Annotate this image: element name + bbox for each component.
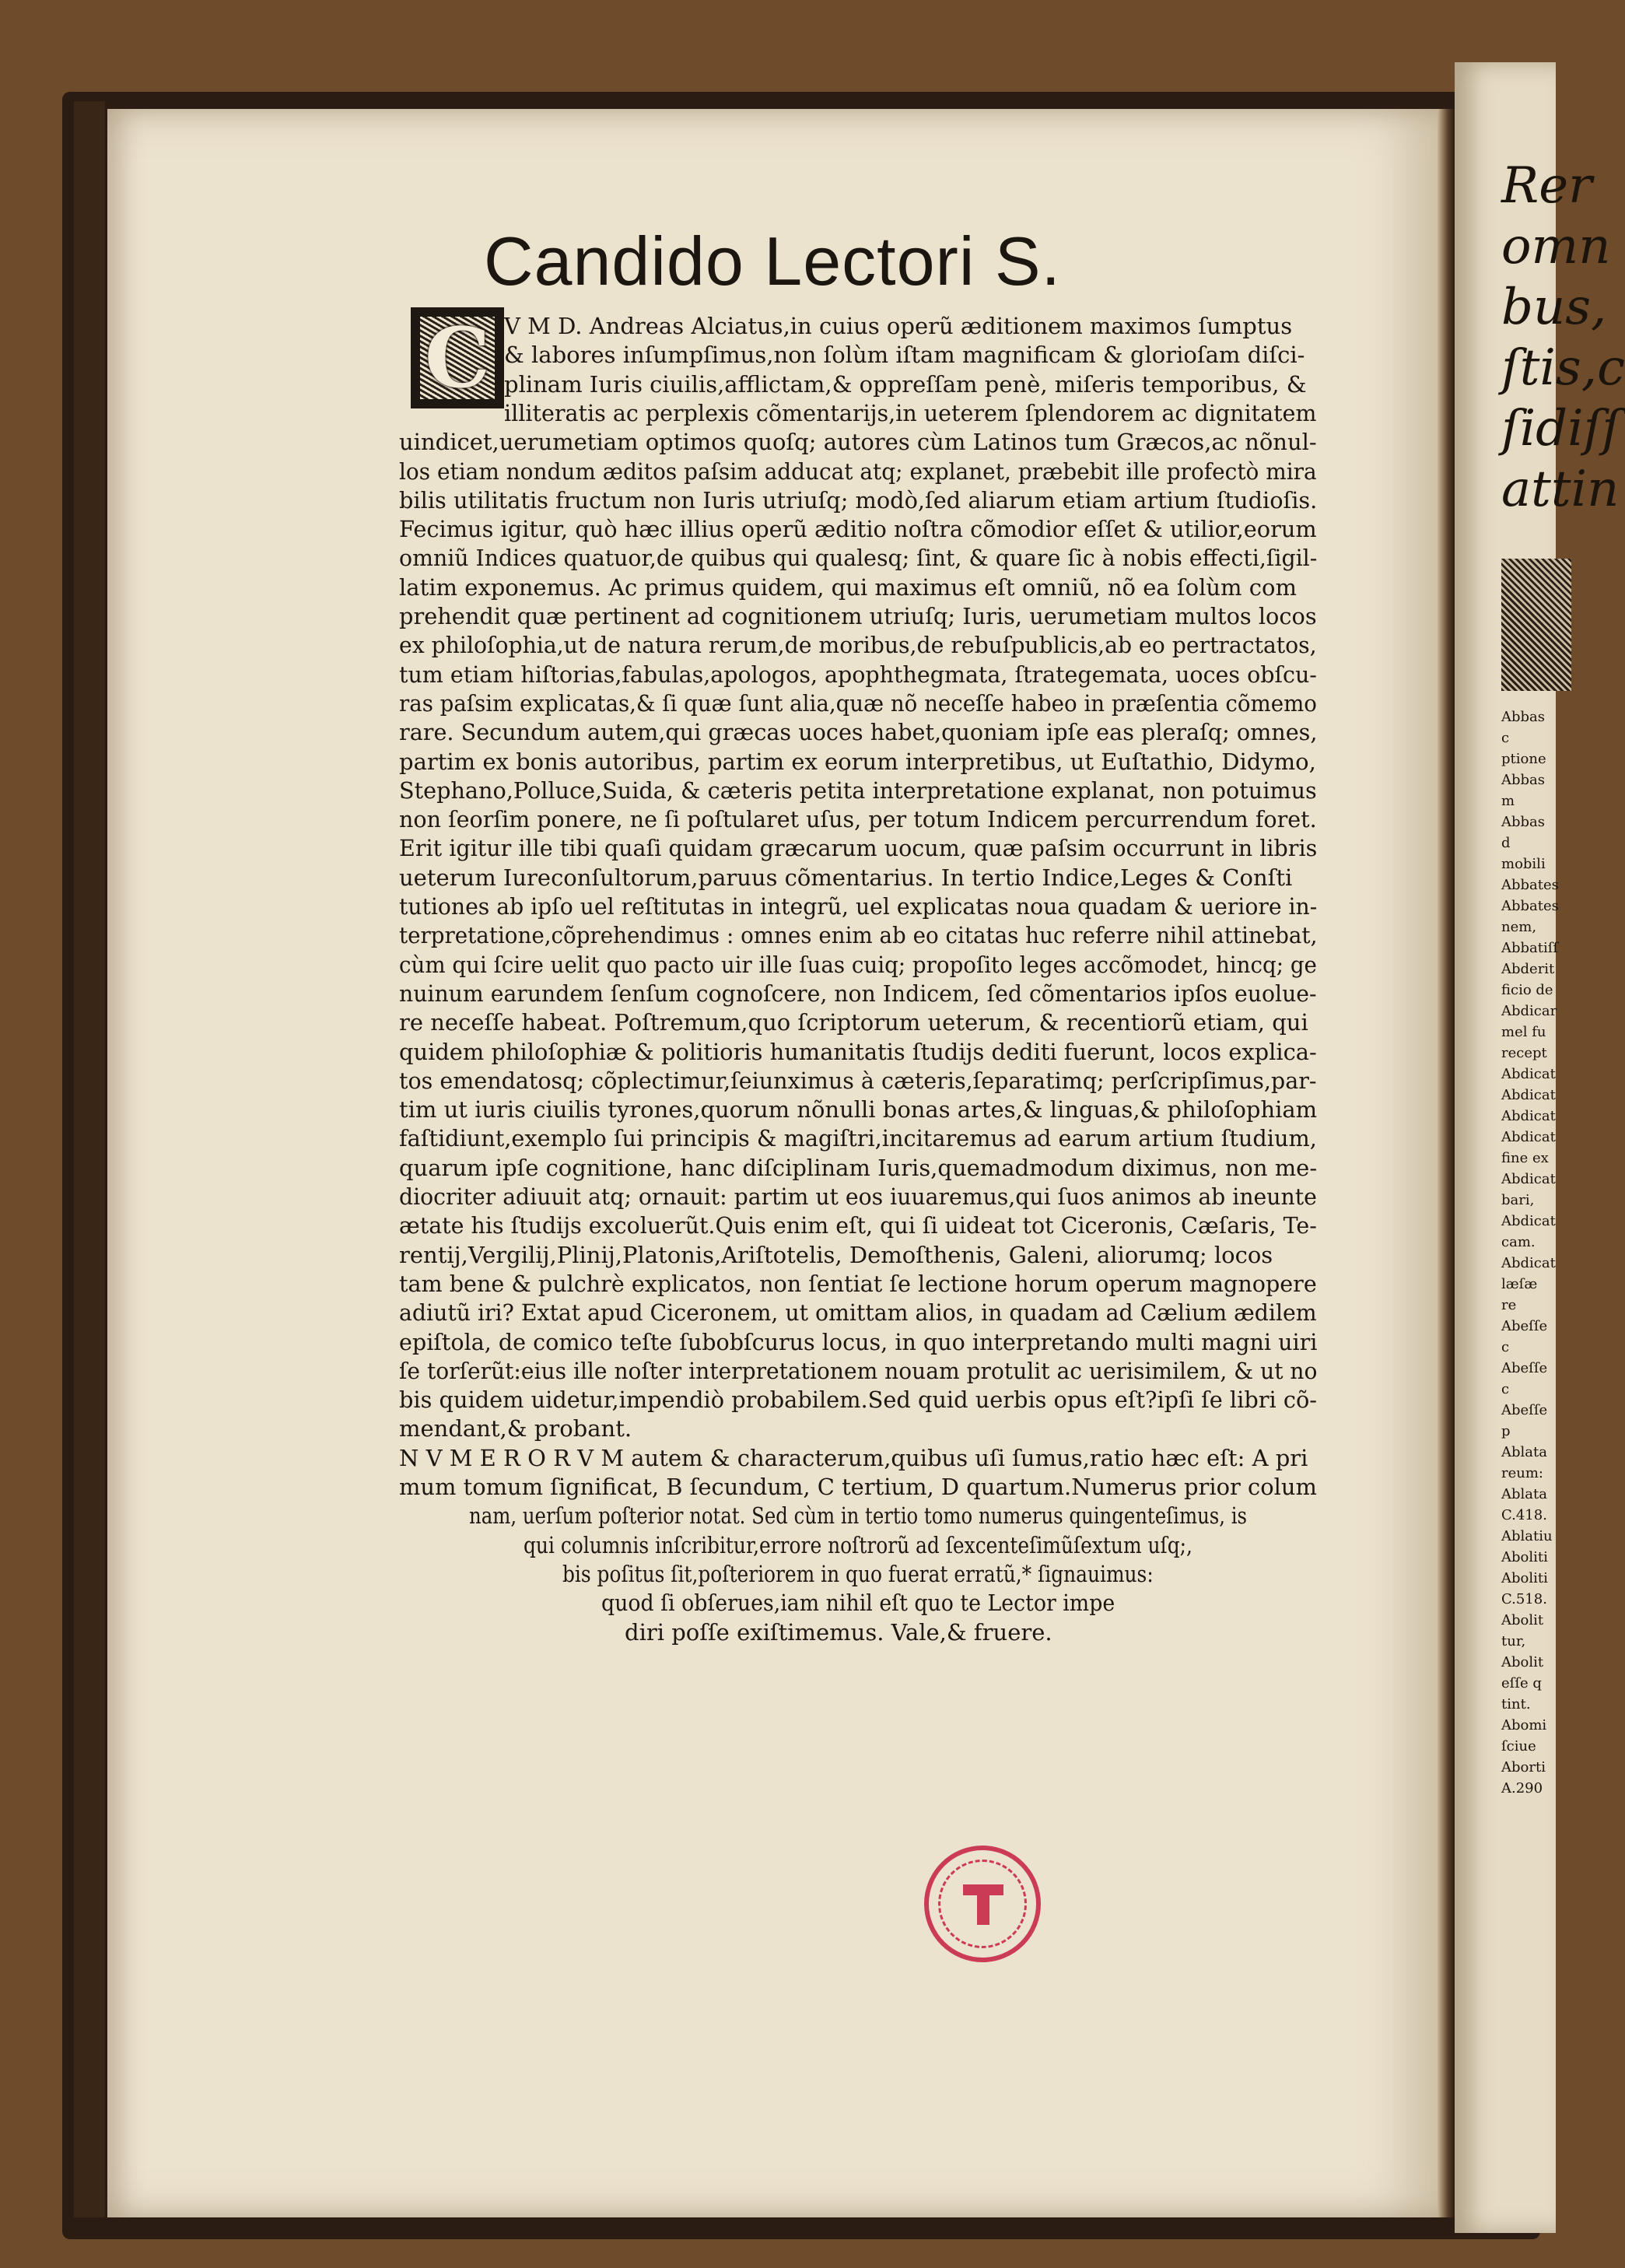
facing-entry: bari,: [1501, 1192, 1535, 1208]
facing-entry: Ablata: [1501, 1486, 1547, 1502]
facing-entry: mel fu: [1501, 1024, 1546, 1040]
facing-entry: Abbatiſſ: [1501, 940, 1559, 956]
facing-entry: Abdicat: [1501, 1171, 1556, 1187]
text-line: tam bene & pulchrè explicatos, non ſentiat ſe lectione horum operum magnopere: [399, 1270, 1317, 1297]
facing-index-entries: [1501, 706, 1559, 1799]
text-line: diri poſſe exiſtimemus. Vale,& fruere.: [625, 1618, 1052, 1646]
book-gutter: [1438, 109, 1455, 2217]
facing-header-line: ſidiſſ: [1501, 400, 1620, 457]
facing-entry: Aboliti: [1501, 1570, 1548, 1586]
text-line: quarum ipſe cognitione, hanc diſciplinam Iuris,quemadmodum diximus, non me-: [399, 1154, 1318, 1181]
facing-entry: Abbas m: [1501, 772, 1546, 809]
facing-entry: A.290: [1501, 1780, 1543, 1797]
facing-header-line: bus,: [1501, 279, 1607, 336]
facing-entry: cam.: [1501, 1234, 1536, 1250]
text-line: qui columnis inſcribitur,errore noſtrorũ ad ſexcenteſimũſextum uſq;,: [524, 1531, 1192, 1558]
facing-entry: ſciue: [1501, 1738, 1536, 1754]
facing-entry: Abeſſe c: [1501, 1360, 1548, 1397]
text-line: tim ut iuris ciuilis tyrones,quorum nõnulli bonas artes,& linguas,& philoſophiam: [399, 1096, 1318, 1123]
text-line: latim exponemus. Ac primus quidem, qui maximus eſt omniũ, nõ ea ſolùm com: [399, 573, 1297, 601]
text-line: tos emendatosq; cõplectimur,ſeiunximus à cæteris,ſeparatimq; perſcripſimus,par-: [399, 1067, 1317, 1094]
text-line: non ſeorſim ponere, ne ſi poſtularet uſus, per totum Indicem percurrendum foret.: [399, 806, 1317, 833]
facing-entry: Abdicat: [1501, 1255, 1556, 1271]
text-line: ſe torſerũt:eius ille noſter interpretationem nouam protulit ac uerisimilem, & ut no: [399, 1357, 1318, 1384]
facing-entry: Abdicat: [1501, 1129, 1556, 1145]
facing-entry: Aborti: [1501, 1759, 1546, 1775]
facing-entry: fine ex: [1501, 1150, 1549, 1166]
facing-entry: C.518.: [1501, 1591, 1547, 1607]
text-line: ueterum Iureconſultorum,paruus cõmentarius. In tertio Indice,Leges & Conſti: [399, 864, 1293, 891]
text-line: re neceſſe habeat. Poſtremum,quo ſcriptorum ueterum, & recentiorũ etiam, qui: [399, 1009, 1308, 1036]
text-line: ras paſsim explicatas,& ſi quæ ſunt alia,quæ nõ neceſſe habeo in præſentia cõmemo: [399, 689, 1317, 717]
facing-entry: C.418.: [1501, 1507, 1547, 1523]
text-line: uindicet,uerumetiam optimos quoſq; autores cùm Latinos tum Græcos,ac nõnul-: [399, 429, 1317, 456]
text-line: omniũ Indices quatuor,de quibus qui qualesq; ſint, & quare ſic à nobis effecti,ſigil-: [399, 545, 1318, 572]
text-line: & labores inſumpſimus,non ſolùm iſtam magnificam & glorioſam diſci-: [504, 342, 1305, 369]
facing-page: [1455, 62, 1625, 2233]
initial-letter: C: [424, 309, 491, 406]
facing-entry: Abderit: [1501, 961, 1555, 977]
facing-entry: Abdicat: [1501, 1066, 1556, 1082]
text-line: Stephano,Polluce,Suida, & cæteris petita interpretatione explanat, non potuimus: [399, 776, 1317, 804]
facing-entry: Abdicat: [1501, 1108, 1556, 1124]
text-line: ætate his ſtudijs excoluerũt.Quis enim eſt, qui ſi uideat tot Ciceronis, Cæſaris, Te-: [399, 1212, 1317, 1239]
facing-entry: Abbates: [1501, 877, 1559, 893]
text-line: plinam Iuris ciuilis,afflictam,& oppreſſam penè, miſeris temporibus, &: [504, 370, 1307, 398]
text-line: V M D. Andreas Alciatus,in cuius operũ æditionem maximos ſumptus: [504, 313, 1293, 339]
facing-entry: reum:: [1501, 1465, 1543, 1481]
text-line: tutiones ab ipſo uel reſtitutas in integrũ, uel explicatas noua quadam & ueriore in-: [399, 893, 1318, 920]
facing-header-line: attin: [1501, 461, 1620, 518]
text-line: mum tomum ſignificat, B ſecundum, C tertium, D quartum.Numerus prior colum: [399, 1474, 1317, 1500]
facing-entry: ptione: [1501, 751, 1546, 767]
text-line: Erit igitur ille tibi quaſi quidam græcarum uocum, quæ paſsim occurrunt in libris: [399, 835, 1318, 862]
text-line: cùm qui ſcire uelit quo pacto uir ille ſuas cuiq; propoſito leges accõmodet, hincq; ge: [399, 951, 1317, 978]
facing-entry: Ablatiu: [1501, 1528, 1553, 1544]
facing-entry: Abeſſe p: [1501, 1402, 1548, 1439]
facing-entry: Abomi: [1501, 1717, 1547, 1733]
facing-entry: tur,: [1501, 1633, 1526, 1649]
text-line: quidem philoſophiæ & politioris humanitatis ſtudijs dediti fuerunt, locos explica-: [399, 1038, 1317, 1065]
text-line: los etiam nondum æditos paſsim adducat atq; explanet, præbebit ille profectò mira: [399, 457, 1317, 485]
text-line: adiutũ iri? Extat apud Ciceronem, ut omittam alios, in quadam ad Cælium ædilem: [399, 1299, 1317, 1327]
cover-edge: [74, 101, 105, 2217]
facing-header-line: omn: [1501, 218, 1611, 275]
facing-entry: Abbas c: [1501, 709, 1546, 746]
text-line: N V M E R O R V M autem & characterum,quibus uſi ſumus,ratio hæc eſt: A pri: [399, 1444, 1308, 1471]
facing-entry: Abbates: [1501, 898, 1559, 914]
library-stamp-icon: [924, 1846, 1041, 1962]
facing-entry: mobili: [1501, 856, 1546, 872]
facing-entry: læſæ re: [1501, 1276, 1538, 1313]
text-line: diocriter adiuuit atq; ornauit: partim ut eos iuuaremus,qui ſuos animos ab ineunte: [399, 1183, 1317, 1210]
left-page: [107, 109, 1438, 2217]
facing-entry: Ablata: [1501, 1444, 1547, 1460]
facing-entry: ficio de: [1501, 982, 1553, 998]
text-line: faſtidiunt,exemplo ſui principis & magiſtri,incitaremus ad earum artium ſtudium,: [399, 1125, 1317, 1152]
text-line: illiteratis ac perplexis cõmentarijs,in ueterem ſplendorem ac dignitatem: [504, 399, 1317, 426]
text-line: bis poſitus ſit,poſteriorem in quo fuerat erratũ,* ſignauimus:: [562, 1560, 1154, 1587]
text-line: bis quidem uidetur,impendiò probabilem.Sed quid uerbis opus eſt?ipſi ſe libri cõ-: [399, 1386, 1318, 1414]
text-line: nam, uerſum poſterior notat. Sed cùm in tertio tomo numerus quingenteſimus, is: [469, 1502, 1248, 1530]
text-line: rare. Secundum autem,qui græcas uoces habet,quoniam ipſe eas pleraſq; omnes,: [399, 719, 1318, 746]
facing-entry: Abolit: [1501, 1654, 1544, 1670]
tau-cross-icon: [960, 1878, 1007, 1930]
facing-entry: tint.: [1501, 1696, 1531, 1712]
facing-entry: nem,: [1501, 919, 1537, 935]
text-line: terpretatione,cõprehendimus : omnes enim ab eo citatas huc referre nihil attinebat,: [399, 922, 1318, 949]
facing-entry: Abeſſe c: [1501, 1318, 1548, 1355]
facing-header-line: Rer: [1501, 157, 1592, 215]
text-line: bilis utilitatis fructum non Iuris utriuſq; modò,ſed aliarum etiam artium ſtudioſis.: [399, 486, 1318, 514]
text-line: partim ex bonis autoribus, partim ex eorum interpretibus, ut Euſtathio, Didymo,: [399, 748, 1316, 775]
facing-entry: recept: [1501, 1045, 1547, 1061]
text-line: tum etiam hiſtorias,fabulas,apologos, apophthegmata, ſtrategemata, uoces obſcu-: [399, 661, 1317, 688]
facing-entry: Abdicat: [1501, 1087, 1556, 1103]
text-line: ex philoſophia,ut de natura rerum,de moribus,de rebuſpublicis,ab eo pertractatos,: [399, 632, 1317, 659]
text-line: rentij,Vergilij,Plinij,Platonis,Ariſtotelis, Demoſthenis, Galeni, aliorumq; locos: [399, 1241, 1273, 1268]
facing-entry: eſſe q: [1501, 1675, 1542, 1691]
facing-entry: Abolit: [1501, 1612, 1544, 1628]
facing-entry: Abdicat: [1501, 1213, 1556, 1229]
text-line: epiſtola, de comico teſte ſubobſcurus locus, in quo interpretando multi magni uiri: [399, 1328, 1318, 1355]
facing-header-line: ſtis,c: [1501, 339, 1625, 397]
facing-woodcut: [1501, 559, 1571, 691]
text-line: quod ſi obſerues,iam nihil eſt quo te Lector impe: [601, 1590, 1115, 1617]
facing-page-header: [1455, 156, 1625, 520]
page-title: Candido Lectori S.: [484, 223, 1061, 300]
text-line: nuinum earundem ſenſum cognoſcere, non Indicem, ſed cõmentarios ipſos euolue-: [399, 980, 1317, 1007]
decorated-initial: [411, 307, 504, 408]
facing-entry: Abdicar: [1501, 1003, 1557, 1019]
text-line: Fecimus igitur, quò hæc illius operũ æditio noſtra cõmodior eſſet & utilior,eorum: [399, 516, 1317, 543]
facing-entry: Abbas d: [1501, 814, 1546, 851]
facing-entry: Aboliti: [1501, 1549, 1548, 1565]
text-line: mendant,& probant.: [399, 1415, 632, 1442]
text-line: prehendit quæ pertinent ad cognitionem utriuſq; Iuris, uerumetiam multos locos: [399, 603, 1317, 629]
